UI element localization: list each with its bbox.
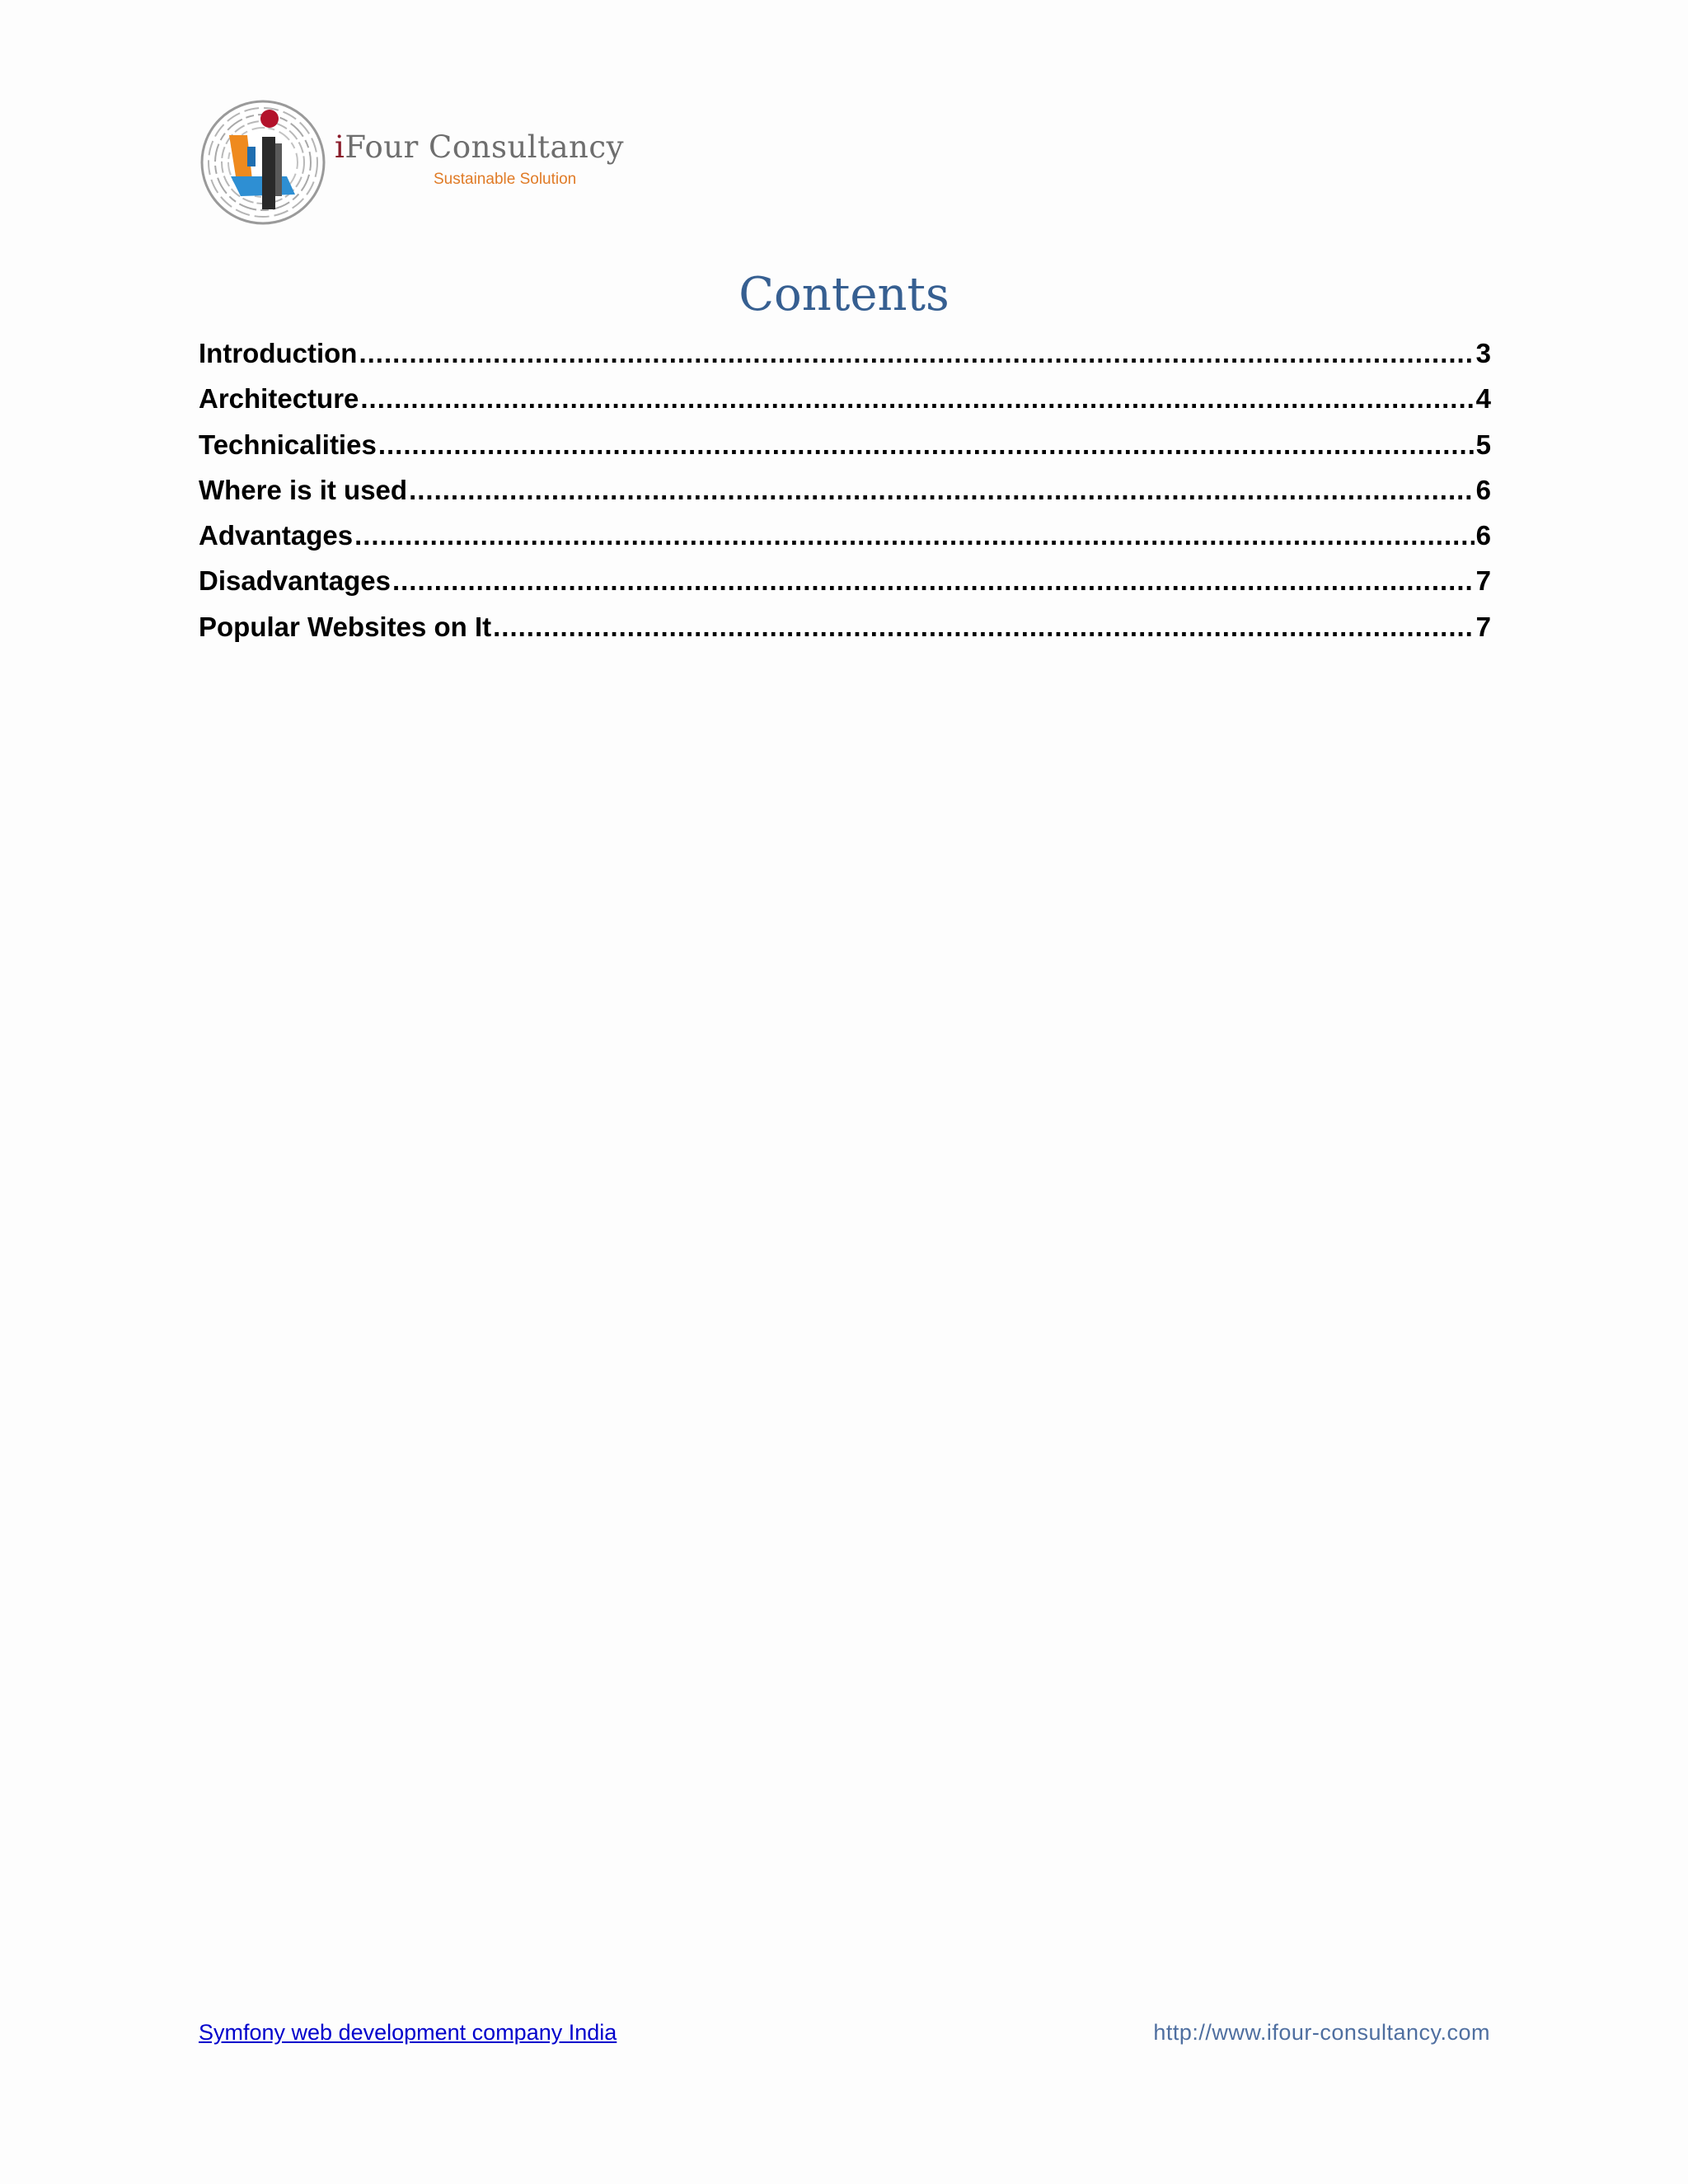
toc-dot-leader: [360, 383, 1474, 415]
logo-emblem-icon: [198, 97, 328, 227]
toc-entry-page: 6: [1475, 474, 1491, 505]
toc-dot-leader: [378, 429, 1475, 461]
toc-entry-label: Architecture: [199, 383, 359, 415]
logo-wordmark: [335, 129, 624, 188]
toc-entry-label: Popular Websites on It: [199, 611, 492, 642]
toc-entry-label: Advantages: [199, 520, 354, 551]
toc-dot-leader: [354, 520, 1475, 551]
footer-website-url: http://www.ifour-consultancy.com: [1153, 2020, 1490, 2045]
toc-entry-page: 5: [1475, 429, 1491, 460]
toc-dot-leader: [359, 338, 1474, 369]
toc-entry-page: 3: [1475, 338, 1491, 368]
toc-dot-leader: [409, 475, 1475, 506]
toc-entry-technicalities[interactable]: [199, 429, 1491, 475]
toc-heading: Contents: [738, 268, 950, 321]
toc-entry-advantages[interactable]: [199, 520, 1491, 565]
logo-company-name: [335, 129, 624, 165]
toc-dot-leader: [493, 612, 1475, 643]
logo-name-prefix: i: [335, 129, 345, 165]
company-logo: [198, 97, 624, 233]
toc-entry-label: Introduction: [199, 338, 358, 368]
toc-entry-disadvantages[interactable]: [199, 565, 1491, 611]
toc-entry-label: Technicalities: [199, 429, 377, 460]
toc-entry-page: 6: [1475, 520, 1491, 551]
toc-entry-where-is-it-used[interactable]: [199, 475, 1491, 520]
toc-entry-architecture[interactable]: [199, 383, 1491, 429]
toc-entry-introduction[interactable]: [199, 338, 1491, 383]
toc-entry-page: 4: [1475, 383, 1491, 415]
toc-entry-page: 7: [1475, 565, 1491, 597]
table-of-contents: [199, 338, 1491, 657]
toc-entry-label: Where is it used: [199, 474, 408, 505]
toc-entry-page: 7: [1475, 611, 1491, 642]
toc-entry-label: Disadvantages: [199, 565, 391, 597]
toc-entry-popular-websites[interactable]: [199, 612, 1491, 657]
logo-name-rest: Four Consultancy: [345, 129, 624, 165]
toc-dot-leader: [392, 565, 1475, 597]
footer-company-link[interactable]: Symfony web development company India: [199, 2020, 617, 2045]
logo-tagline: Sustainable Solution: [434, 171, 577, 188]
